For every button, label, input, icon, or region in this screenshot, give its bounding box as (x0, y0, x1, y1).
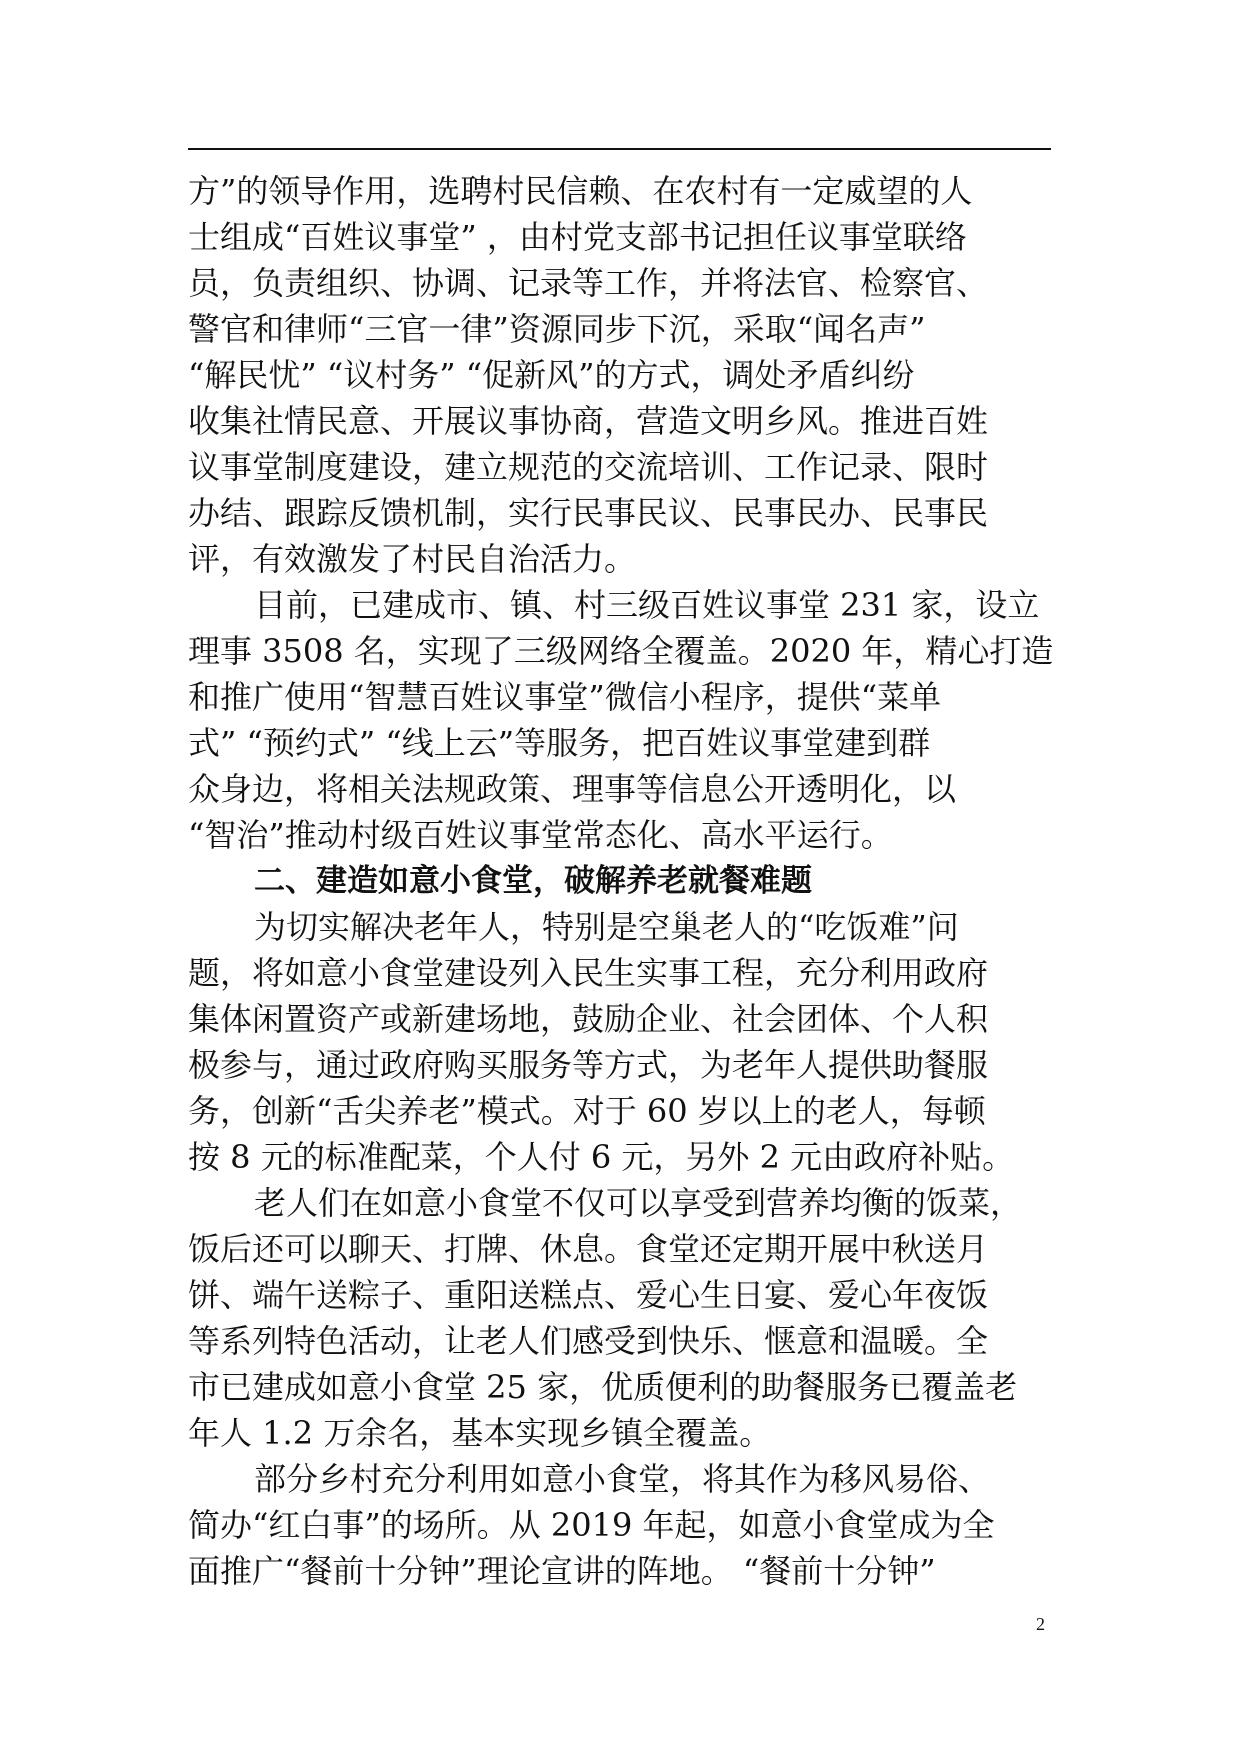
paragraph-start-line: 老人们在如意小食堂不仅可以享受到营养均衡的饭菜， (254, 1184, 1023, 1222)
text-line: 极参与，通过政府购买服务等方式，为老年人提供助餐服 (188, 1046, 989, 1084)
text-line: 评，有效激发了村民自治活力。 (188, 540, 637, 578)
text-line: 集体闲置资产或新建场地，鼓励企业、社会团体、个人积 (188, 1000, 989, 1038)
text-line: 收集社情民意、开展议事协商，营造文明乡风。推进百姓 (188, 402, 989, 440)
header-rule (188, 148, 1051, 150)
text-line: 饼、端午送粽子、重阳送糕点、爱心生日宴、爱心年夜饭 (188, 1276, 989, 1314)
text-line: 饭后还可以聊天、打牌、休息。食堂还定期开展中秋送月 (188, 1230, 989, 1268)
text-line: 按 8 元的标准配菜，个人付 6 元，另外 2 元由政府补贴。 (188, 1138, 1015, 1176)
text-line: 务，创新“舌尖养老”模式。对于 60 岁以上的老人，每顿 (188, 1092, 986, 1130)
section-heading: 二、建造如意小食堂，破解养老就餐难题 (254, 863, 812, 899)
text-line: “解民忧” “议村务” “促新风”的方式，调处矛盾纠纷 (188, 356, 915, 394)
text-line: 理事 3508 名，实现了三级网络全覆盖。2020 年，精心打造 (188, 632, 1054, 670)
text-line: 办结、跟踪反馈机制，实行民事民议、民事民办、民事民 (188, 494, 989, 532)
text-line: 等系列特色活动，让老人们感受到快乐、惬意和温暖。全 (188, 1322, 989, 1360)
paragraph-start-line: 目前，已建成市、镇、村三级百姓议事堂 231 家，设立 (254, 586, 1040, 624)
text-line: 警官和律师“三官一律”资源同步下沉，采取“闻名声” (188, 310, 926, 348)
paragraph-start-line: 为切实解决老年人，特别是空巢老人的“吃饭难”问 (254, 908, 959, 946)
text-line: 面推广“餐前十分钟”理论宣讲的阵地。 “餐前十分钟” (188, 1552, 936, 1590)
text-line: 方”的领导作用，选聘村民信赖、在农村有一定威望的人 (188, 172, 973, 210)
body-text (188, 168, 1054, 1594)
text-line: “智治”推动村级百姓议事堂常态化、高水平运行。 (188, 816, 893, 854)
text-line: 议事堂制度建设，建立规范的交流培训、工作记录、限时 (188, 448, 989, 486)
text-line: 员，负责组织、协调、记录等工作，并将法官、检察官、 (188, 264, 989, 302)
text-line: 式” “预约式” “线上云”等服务，把百姓议事堂建到群 (188, 724, 931, 762)
text-line: 众身边，将相关法规政策、理事等信息公开透明化，以 (188, 770, 957, 808)
text-line: 和推广使用“智慧百姓议事堂”微信小程序，提供“菜单 (188, 678, 942, 716)
paragraph-start-line: 部分乡村充分利用如意小食堂，将其作为移风易俗、 (254, 1460, 991, 1498)
text-line: 年人 1.2 万余名，基本实现乡镇全覆盖。 (188, 1414, 772, 1452)
page-number: 2 (1036, 1614, 1045, 1634)
text-line: 题，将如意小食堂建设列入民生实事工程，充分利用政府 (188, 954, 989, 992)
text-line: 士组成“百姓议事堂” ，由村党支部书记担任议事堂联络 (188, 218, 967, 256)
text-line: 市已建成如意小食堂 25 家，优质便利的助餐服务已覆盖老 (188, 1368, 1018, 1406)
text-line: 简办“红白事”的场所。从 2019 年起，如意小食堂成为全 (188, 1506, 995, 1544)
